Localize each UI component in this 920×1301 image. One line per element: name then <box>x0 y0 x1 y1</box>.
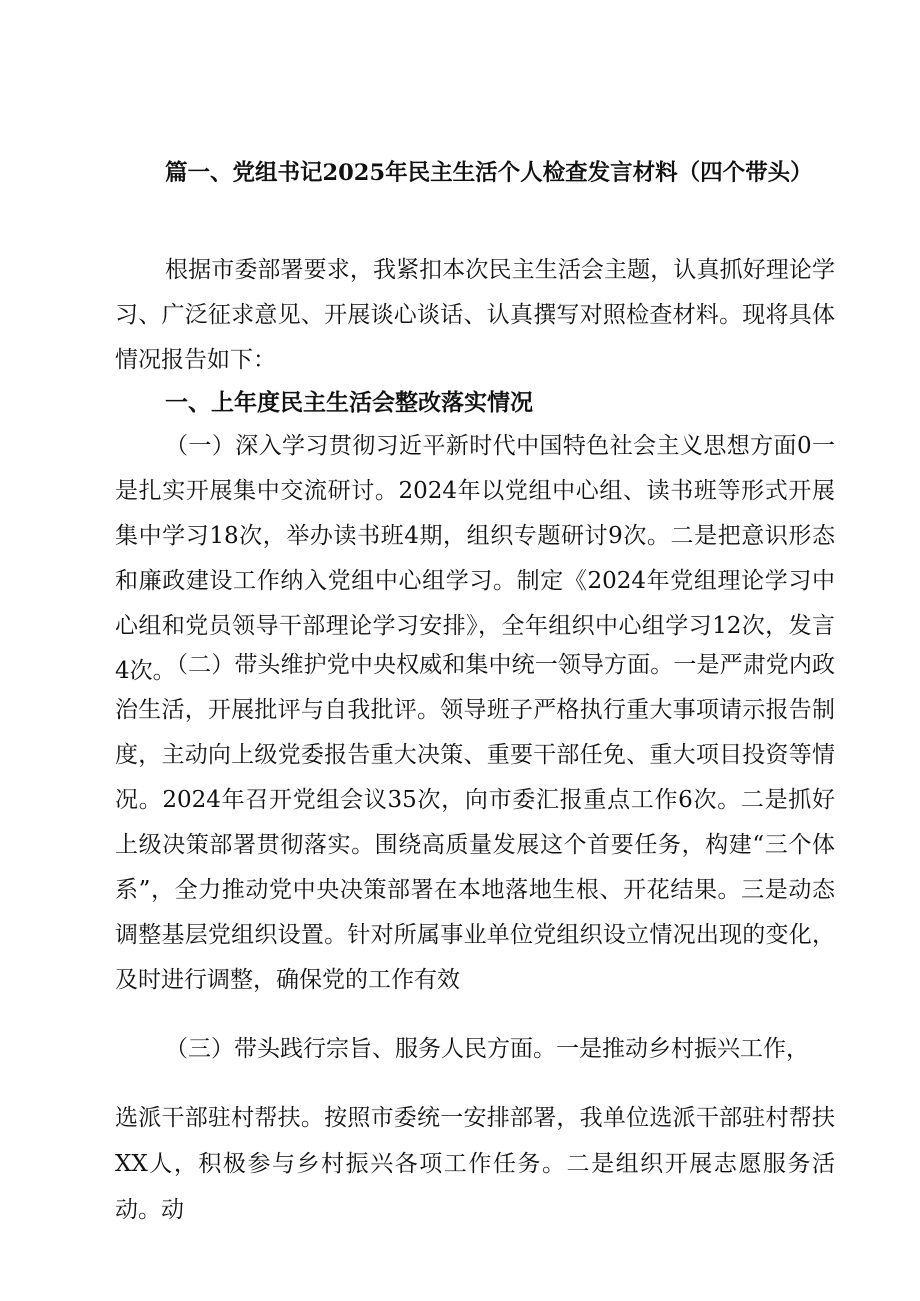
paragraph-theory-study: （一）深入学习贯彻习近平新时代中国特色社会主义思想方面0一是扎实开展集中交流研讨。2024年以党组中心组、读书班等形式开展集中学习18次，举办读书班4期，组织专题研讨9次。二是把意识形态和廉政建设工作纳入党组中心组学习。制定《2024年党组理论学习中心组和党员领导干部理论学习安排》，全年组织中心组学习12次，发言4次。 <box>115 433 835 684</box>
document-title: 篇一、党组书记2025年民主生活个人检查发言材料（四个带头） <box>165 160 813 186</box>
intro-paragraph: 根据市委部署要求，我紧扣本次民主生活会主题，认真抓好理论学习、广泛征求意见、开展谈心谈话、认真撰写对照检查材料。现将具体情况报告如下： <box>115 257 835 373</box>
paragraph-party-authority: （二）带头维护党中央权威和集中统一领导方面。一是严肃党内政治生活，开展批评与自我批评。领导班子严格执行重大事项请示报告制度，主动向上级党委报告重大决策、重要干部任免、重大项目投资等情况。2024年召开党组会议35次，向市委汇报重点工作6次。二是抓好上级决策部署贯彻落实。围绕高质量发展这个首要任务，构建“三个体系”，全力推动党中央决策部署在本地落地生根、开花结果。三是动态调整基层党组织设置。针对所属事业单位党组织设立情况出现的变化，及时进行调整，确保党的工作有效 <box>115 652 835 993</box>
section-heading: 一、上年度民主生活会整改落实情况 <box>165 389 533 416</box>
paragraph-serve-people-continued: 选派干部驻村帮扶。按照市委统一安排部署，我单位选派干部驻村帮扶XX人，积极参与乡村振兴各项工作任务。二是组织开展志愿服务活动。动 <box>115 1105 835 1223</box>
paragraph-serve-people-first-line: （三）带头践行宗旨、服务人民方面。一是推动乡村振兴工作， <box>165 1036 809 1062</box>
